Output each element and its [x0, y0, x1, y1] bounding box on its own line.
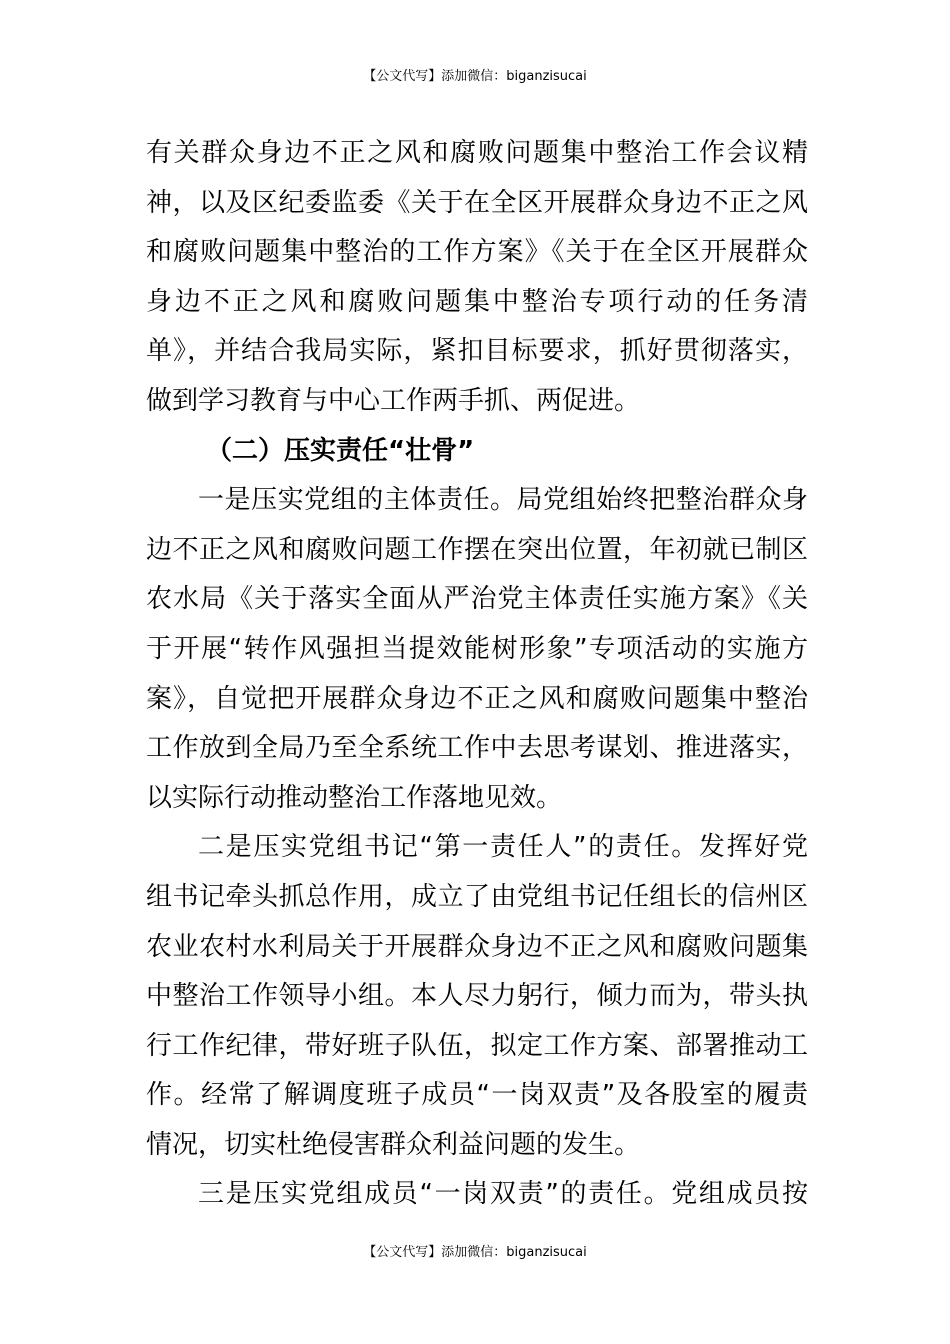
text-line: 行工作纪律，带好班子队伍，拟定工作方案、部署推动工: [146, 1030, 808, 1061]
text-line: 情况，切实杜绝侵害群众利益问题的发生。: [146, 1129, 641, 1160]
text-line: 单》，并结合我局实际，紧扣目标要求，抓好贯彻落实，: [146, 336, 808, 367]
text-line: 和腐败问题集中整治的工作方案》《关于在全区开展群众: [146, 237, 808, 268]
text-line: 有关群众身边不正之风和腐败问题集中整治工作会议精: [146, 138, 808, 168]
section-heading: （二）压实责任“壮骨”: [206, 435, 475, 466]
text-line: 边不正之风和腐败问题工作摆在突出位置，年初就已制区: [146, 534, 808, 565]
paragraph-first-line: 三是压实党组成员“一岗双责”的责任。党组成员按: [198, 1179, 808, 1210]
text-line: 组书记牵头抓总作用，成立了由党组书记任组长的信州区: [146, 881, 808, 912]
text-line: 于开展“转作风强担当提效能树形象”专项活动的实施方: [146, 633, 808, 664]
paragraph-first-line: 一是压实党组的主体责任。局党组始终把整治群众身: [198, 485, 808, 516]
text-line: 神，以及区纪委监委《关于在全区开展群众身边不正之风: [146, 187, 808, 218]
paragraph-first-line: 二是压实党组书记“第一责任人”的责任。发挥好党: [198, 832, 808, 863]
text-line: 作。经常了解调度班子成员“一岗双责”及各股室的履责: [146, 1080, 808, 1111]
text-line: 做到学习教育与中心工作两手抓、两促进。: [146, 385, 641, 416]
text-line: 身边不正之风和腐败问题集中整治专项行动的任务清: [146, 286, 808, 317]
document-body: [146, 129, 808, 1220]
text-line: 工作放到全局乃至全系统工作中去思考谋划、推进落实，: [146, 733, 808, 764]
text-line: 以实际行动推动整治工作落地见效。: [146, 782, 563, 813]
page-header-note: 【公文代写】添加微信：biganzisucai: [363, 69, 587, 84]
text-line: 农水局《关于落实全面从严治党主体责任实施方案》《关: [146, 584, 808, 615]
text-line: 中整治工作领导小组。本人尽力躬行，倾力而为，带头执: [146, 981, 808, 1012]
page-footer-note: 【公文代写】添加微信：biganzisucai: [363, 1245, 587, 1260]
text-line: 案》，自觉把开展群众身边不正之风和腐败问题集中整治: [146, 683, 808, 714]
text-line: 农业农村水利局关于开展群众身边不正之风和腐败问题集: [146, 931, 808, 962]
